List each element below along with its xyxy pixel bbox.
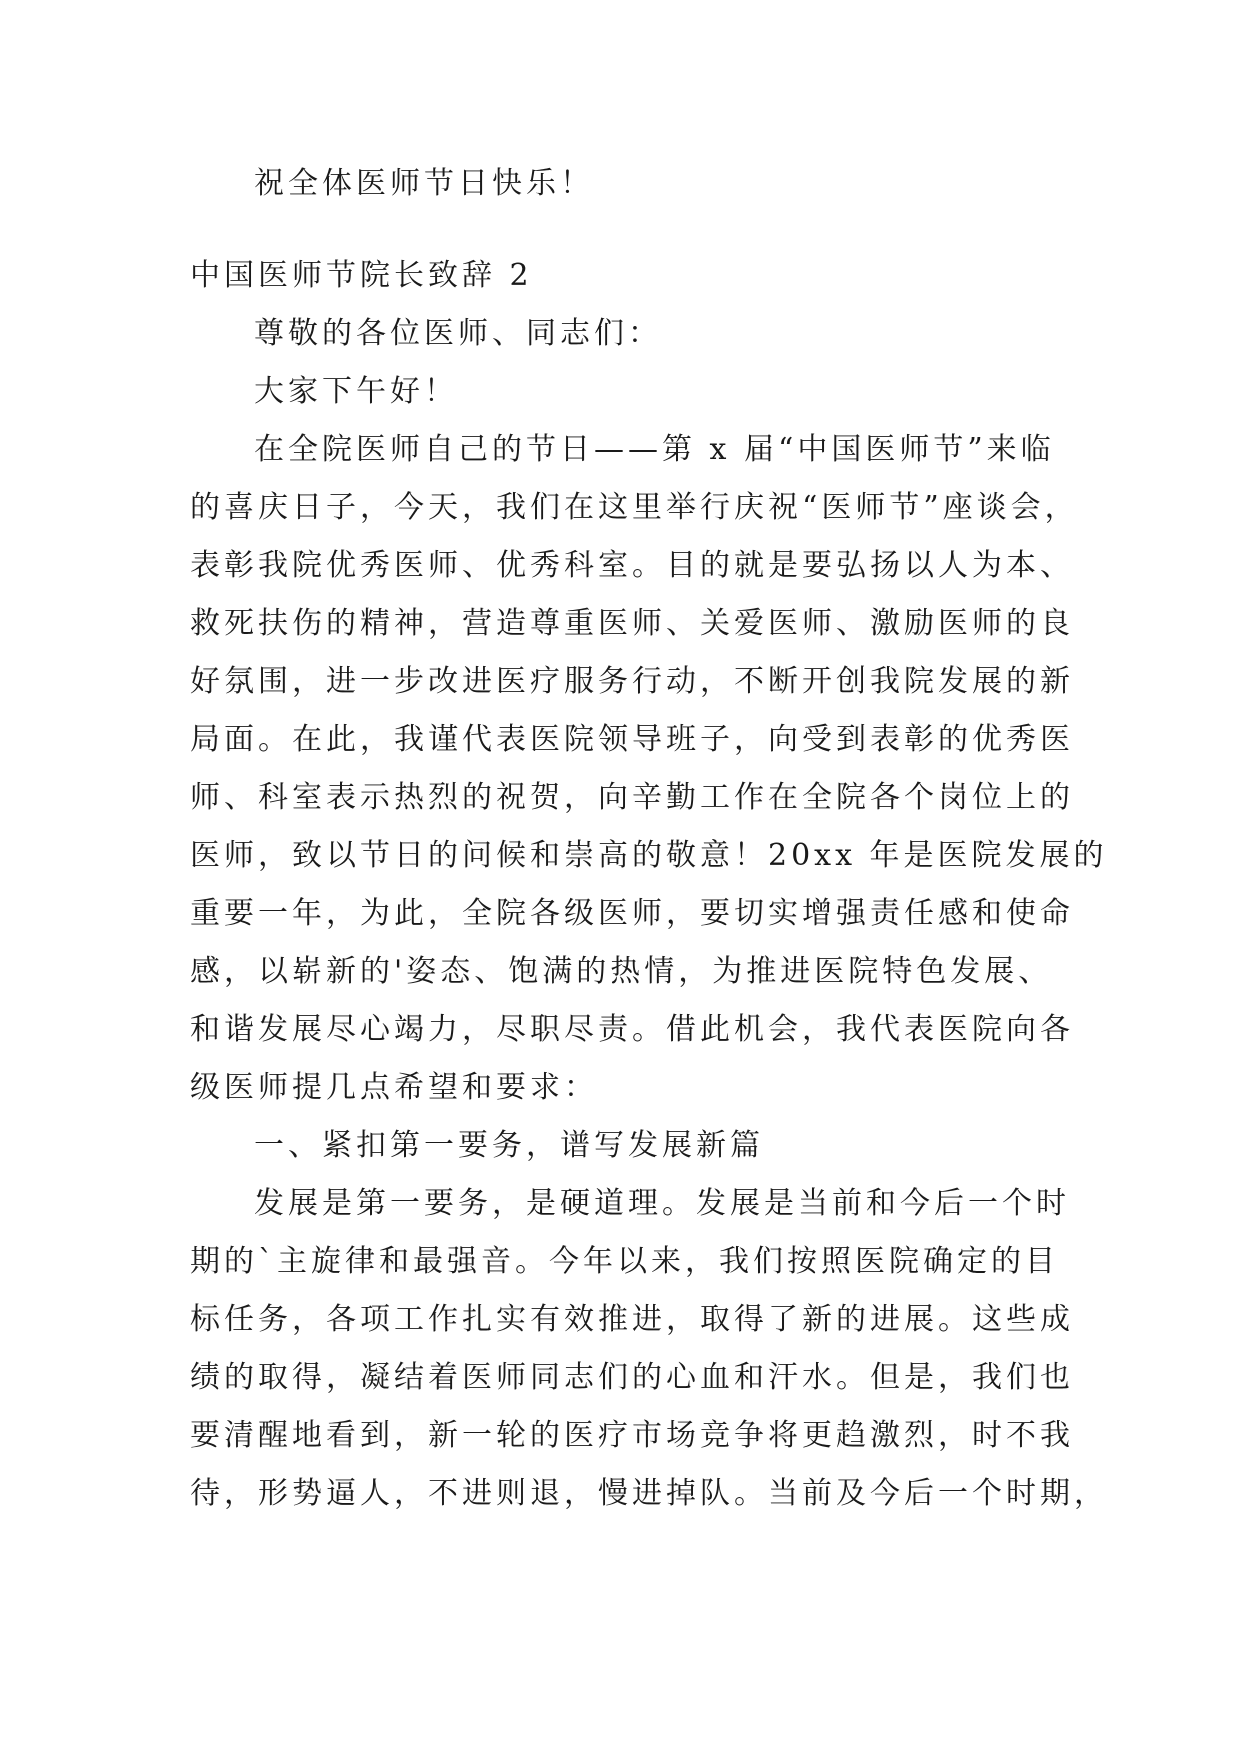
paragraph-line: 和谐发展尽心竭力，尽职尽责。借此机会，我代表医院向各: [190, 1012, 1074, 1047]
greeting: 大家下午好！: [254, 374, 458, 409]
paragraph-line: 发展是第一要务，是硬道理。发展是当前和今后一个时: [254, 1186, 1070, 1221]
paragraph-line: 救死扶伤的精神，营造尊重医师、关爱医师、激励医师的良: [190, 606, 1074, 641]
paragraph-2: [190, 1175, 1108, 1523]
paragraph-line: 要清醒地看到，新一轮的医疗市场竞争将更趋激烈，时不我: [190, 1418, 1074, 1453]
paragraph-line: 待，形势逼人，不进则退，慢进掉队。当前及今后一个时期，: [190, 1476, 1108, 1511]
paragraph-line: 绩的取得，凝结着医师同志们的心血和汗水。但是，我们也: [190, 1360, 1074, 1395]
paragraph-line: 师、科室表示热烈的祝贺，向辛勤工作在全院各个岗位上的: [190, 780, 1074, 815]
paragraph-1: [190, 421, 1108, 1117]
paragraph-line: 医师，致以节日的问候和崇高的敬意！20xx 年是医院发展的: [190, 838, 1108, 873]
subheading-1: 一、紧扣第一要务，谱写发展新篇: [254, 1128, 764, 1163]
paragraph-line: 表彰我院优秀医师、优秀科室。目的就是要弘扬以人为本、: [190, 548, 1074, 583]
paragraph-line: 在全院医师自己的节日——第 x 届“中国医师节”来临: [254, 432, 1055, 467]
paragraph-line: 的喜庆日子，今天，我们在这里举行庆祝“医师节”座谈会，: [190, 490, 1079, 525]
closing-greeting: 祝全体医师节日快乐！: [254, 166, 594, 201]
paragraph-line: 好氛围，进一步改进医疗服务行动，不断开创我院发展的新: [190, 664, 1074, 699]
paragraph-line: 标任务，各项工作扎实有效推进，取得了新的进展。这些成: [190, 1302, 1074, 1337]
paragraph-line: 级医师提几点希望和要求：: [190, 1070, 598, 1105]
paragraph-line: 期的`主旋律和最强音。今年以来，我们按照医院确定的目: [190, 1244, 1059, 1279]
paragraph-line: 感，以崭新的'姿态、饱满的热情，为推进医院特色发展、: [190, 954, 1053, 989]
salutation: 尊敬的各位医师、同志们：: [254, 316, 662, 351]
paragraph-line: 局面。在此，我谨代表医院领导班子，向受到表彰的优秀医: [190, 722, 1074, 757]
section-title: 中国医师节院长致辞 2: [190, 258, 533, 293]
paragraph-line: 重要一年，为此，全院各级医师，要切实增强责任感和使命: [190, 896, 1074, 931]
document-body: [190, 155, 1108, 1523]
